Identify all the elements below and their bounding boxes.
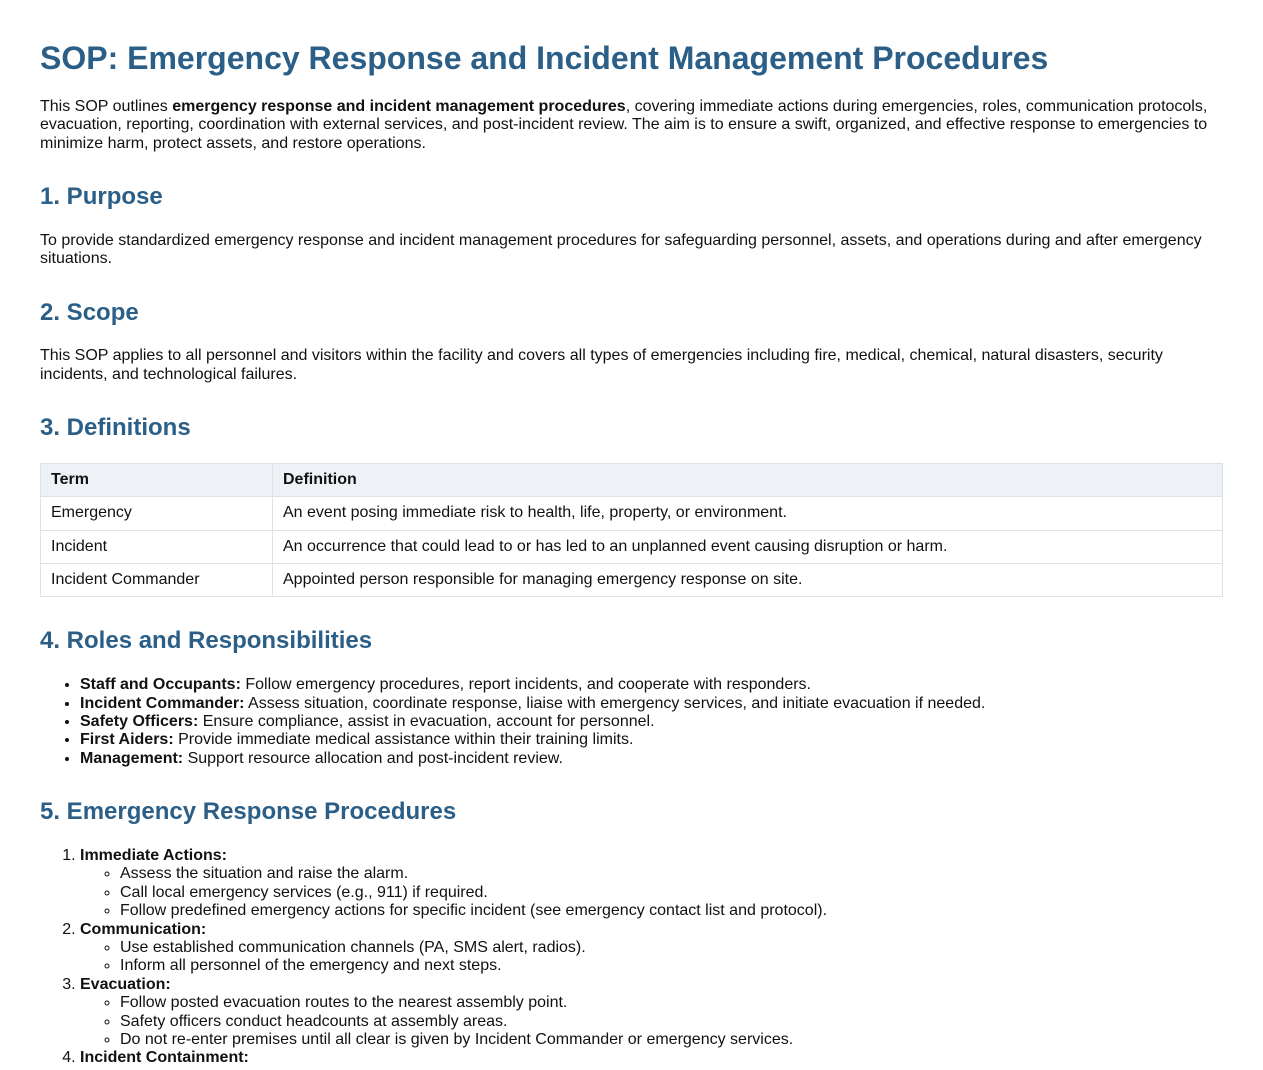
- procedure-sub-item: ◦ Safety officers conduct headcounts at assembly areas.: [120, 1013, 1223, 1031]
- section-heading-definitions: 3. Definitions: [40, 414, 191, 442]
- procedure-sub-list: [80, 939, 1223, 976]
- section-heading-scope: 2. Scope: [40, 298, 139, 326]
- procedure-sub-list: [80, 994, 1223, 1049]
- intro-bold: emergency response and incident management procedures: [172, 97, 626, 115]
- procedure-sub-item: ◦ Do not re-enter premises until all clear is given by Incident Commander or emergency services.: [120, 1031, 1223, 1049]
- procedure-sub-item: ◦ Follow posted evacuation routes to the nearest assembly point.: [120, 994, 1223, 1012]
- procedure-sub-item: ◦ Follow predefined emergency actions for specific incident (see emergency contact list and protocol).: [120, 902, 1223, 920]
- definitions-header-definition: Definition: [273, 463, 1223, 496]
- procedure-item-label: Communication:: [80, 920, 207, 938]
- role-item: • Staff and Occupants: Follow emergency procedures, report incidents, and cooperate with responders.: [80, 676, 1223, 694]
- procedure-sub-item: ◦ Assess the situation and raise the alarm.: [120, 865, 1223, 883]
- definitions-table-head: [41, 463, 1223, 496]
- table-row: [41, 564, 1223, 597]
- definitions-table: [40, 463, 1223, 598]
- definition-term-cell: Emergency: [41, 497, 273, 530]
- procedure-item: [80, 921, 1223, 976]
- procedure-sub-list: [80, 865, 1223, 920]
- procedure-item-label: Incident Containment:: [80, 1049, 249, 1067]
- role-item-label: Staff and Occupants:: [80, 676, 241, 694]
- definition-text-cell: Appointed person responsible for managing emergency response on site.: [273, 564, 1223, 597]
- role-item-label: Safety Officers:: [80, 713, 199, 731]
- table-row: [41, 530, 1223, 563]
- intro-paragraph: [40, 98, 1223, 153]
- definition-term-cell: Incident Commander: [41, 564, 273, 597]
- procedure-item: [80, 1049, 1223, 1067]
- procedure-item: [80, 847, 1223, 921]
- role-item: • Incident Commander: Assess situation, coordinate response, liaise with emergency services, and initiate evacuation if needed.: [80, 695, 1223, 713]
- intro-lead: This SOP outlines: [40, 97, 173, 115]
- procedure-item-label: Evacuation:: [80, 975, 171, 993]
- section-heading-purpose: 1. Purpose: [40, 182, 163, 210]
- page-title: SOP: Emergency Response and Incident Management Procedures: [40, 40, 1049, 76]
- role-item-label: Management:: [80, 749, 184, 767]
- role-item: • Management: Support resource allocation and post-incident review.: [80, 750, 1223, 768]
- definition-text-cell: An occurrence that could lead to or has led to an unplanned event causing disruption or harm.: [273, 530, 1223, 563]
- section-heading-roles: 4. Roles and Responsibilities: [40, 627, 373, 655]
- procedure-sub-item: ◦ Call local emergency services (e.g., 911) if required.: [120, 884, 1223, 902]
- section-heading-procedures: 5. Emergency Response Procedures: [40, 798, 457, 826]
- procedures-list: [40, 847, 1223, 1068]
- role-item: • Safety Officers: Ensure compliance, assist in evacuation, account for personnel.: [80, 713, 1223, 731]
- definitions-table-body: [41, 497, 1223, 597]
- role-item-label: First Aiders:: [80, 731, 174, 749]
- definitions-header-row: [41, 463, 1223, 496]
- definition-text-cell: An event posing immediate risk to health, life, property, or environment.: [273, 497, 1223, 530]
- role-item: • First Aiders: Provide immediate medical assistance within their training limits.: [80, 731, 1223, 749]
- purpose-paragraph: To provide standardized emergency response and incident management procedures for safeguarding personnel, assets, and operations during and after emergency situations.: [40, 231, 1202, 268]
- definition-term-cell: Incident: [41, 530, 273, 563]
- role-item-label: Incident Commander:: [80, 694, 245, 712]
- procedure-item: [80, 976, 1223, 1050]
- scope-paragraph: This SOP applies to all personnel and visitors within the facility and covers all types of emergencies including fire, medical, chemical, natural disasters, security incidents, and technological failures.: [40, 347, 1163, 383]
- intro-rest: , covering immediate actions during emergencies, roles, communication protocols, evacuation, reporting, coordination with external services, and post-incident review. The aim is to ensure a swift, organized, and effective response to emergencies to minimize harm, protect assets, and restore operations.: [40, 97, 1208, 152]
- procedure-sub-item: ◦ Use established communication channels (PA, SMS alert, radios).: [120, 939, 1223, 957]
- procedure-item-label: Immediate Actions:: [80, 847, 227, 865]
- procedure-sub-item: ◦ Inform all personnel of the emergency and next steps.: [120, 957, 1223, 975]
- roles-list: [40, 676, 1223, 768]
- definitions-header-term: Term: [41, 463, 273, 496]
- table-row: [41, 497, 1223, 530]
